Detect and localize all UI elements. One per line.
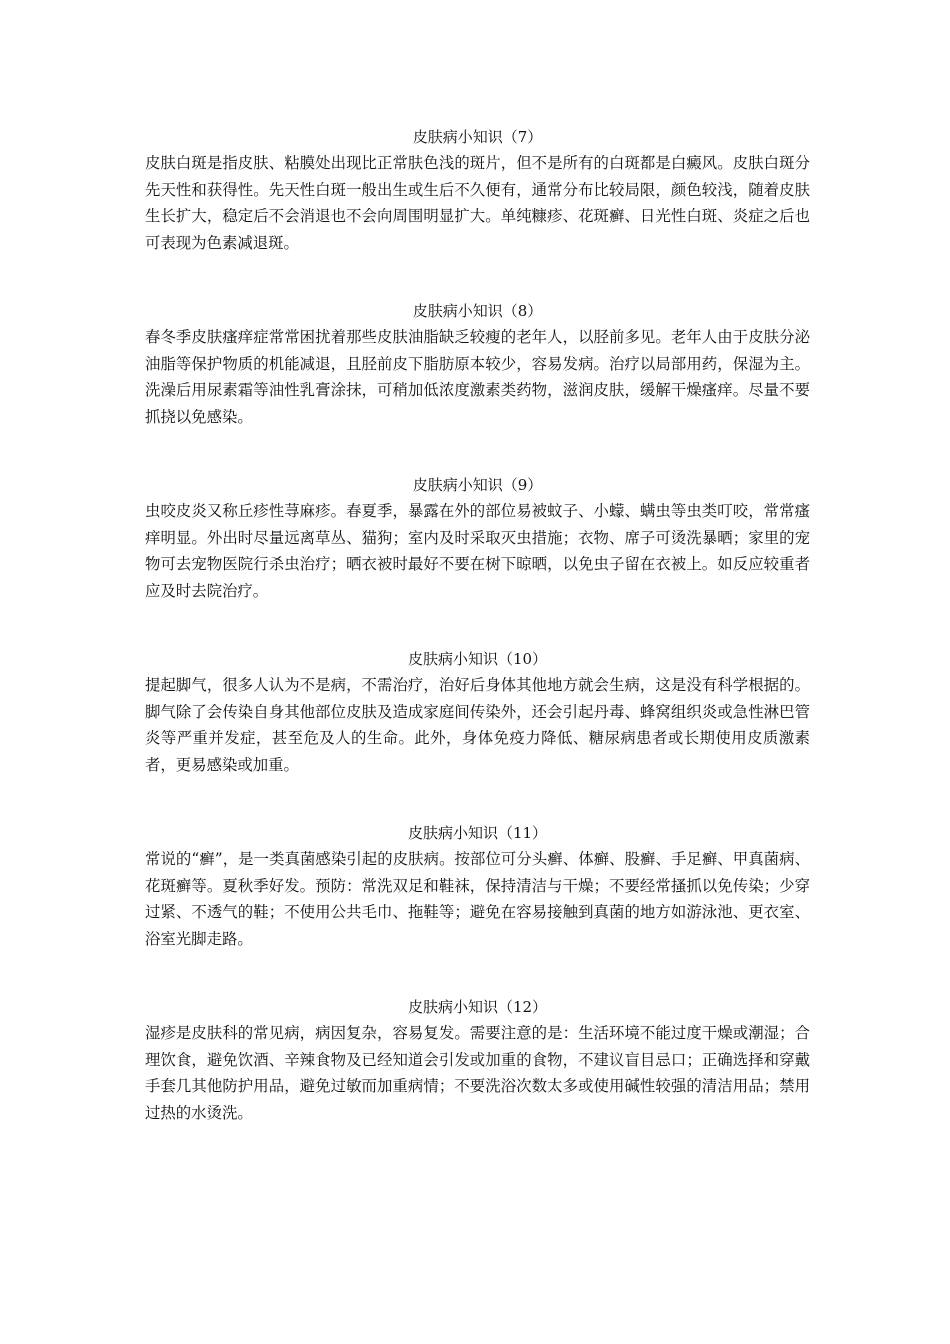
section-title: 皮肤病小知识（12） — [407, 998, 548, 1016]
knowledge-section-11 — [145, 820, 810, 952]
knowledge-section-8 — [145, 298, 810, 430]
section-title: 皮肤病小知识（11） — [407, 824, 548, 842]
section-body: 湿疹是皮肤科的常见病，病因复杂，容易复发。需要注意的是：生活环境不能过度干燥或潮湿；合理饮食，避免饮酒、辛辣食物及已经知道会引发或加重的食物，不建议盲目忌口；正确选择和穿戴手套几其他防护用品，避免过敏而加重病情；不要洗浴次数太多或使用碱性较强的清洁用品；禁用过热的水烫洗。 — [145, 1024, 810, 1122]
section-body: 常说的“癣”，是一类真菌感染引起的皮肤病。按部位可分头癣、体癣、股癣、手足癣、甲真菌病、花斑癣等。夏秋季好发。预防：常洗双足和鞋袜，保持清洁与干燥；不要经常搔抓以免传染；少穿过紧、不透气的鞋；不使用公共毛巾、拖鞋等；避免在容易接触到真菌的地方如游泳池、更衣室、浴室光脚走路。 — [145, 850, 810, 948]
knowledge-section-9 — [145, 472, 810, 604]
knowledge-section-10 — [145, 646, 810, 778]
section-title: 皮肤病小知识（7） — [412, 128, 543, 146]
knowledge-section-7 — [145, 124, 810, 256]
section-body: 提起脚气，很多人认为不是病，不需治疗，治好后身体其他地方就会生病，这是没有科学根据的。脚气除了会传染自身其他部位皮肤及造成家庭间传染外，还会引起丹毒、蜂窝组织炎或急性淋巴管炎等严重并发症，甚至危及人的生命。此外，身体免疫力降低、糖尿病患者或长期使用皮质激素者，更易感染或加重。 — [145, 676, 810, 774]
section-title: 皮肤病小知识（9） — [412, 476, 543, 494]
section-body: 皮肤白斑是指皮肤、粘膜处出现比正常肤色浅的斑片，但不是所有的白斑都是白癜风。皮肤白斑分先天性和获得性。先天性白斑一般出生或生后不久便有，通常分布比较局限，颜色较浅，随着皮肤生长扩大，稳定后不会消退也不会向周围明显扩大。单纯糠疹、花斑癣、日光性白斑、炎症之后也可表现为色素减退斑。 — [145, 154, 810, 252]
section-body: 春冬季皮肤瘙痒症常常困扰着那些皮肤油脂缺乏较瘦的老年人，以胫前多见。老年人由于皮肤分泌油脂等保护物质的机能减退，且胫前皮下脂肪原本较少，容易发病。治疗以局部用药，保湿为主。洗澡后用尿素霜等油性乳膏涂抹，可稍加低浓度激素类药物，滋润皮肤，缓解干燥瘙痒。尽量不要抓挠以免感染。 — [145, 328, 810, 426]
section-body: 虫咬皮炎又称丘疹性荨麻疹。春夏季，暴露在外的部位易被蚊子、小蠓、螨虫等虫类叮咬，常常瘙痒明显。外出时尽量远离草丛、猫狗；室内及时采取灭虫措施；衣物、席子可烫洗暴晒；家里的宠物可去宠物医院行杀虫治疗；晒衣被时最好不要在树下晾晒，以免虫子留在衣被上。如反应较重者应及时去院治疗。 — [145, 502, 810, 600]
section-title: 皮肤病小知识（10） — [407, 650, 548, 668]
section-title: 皮肤病小知识（8） — [412, 302, 543, 320]
knowledge-section-12 — [145, 994, 810, 1126]
